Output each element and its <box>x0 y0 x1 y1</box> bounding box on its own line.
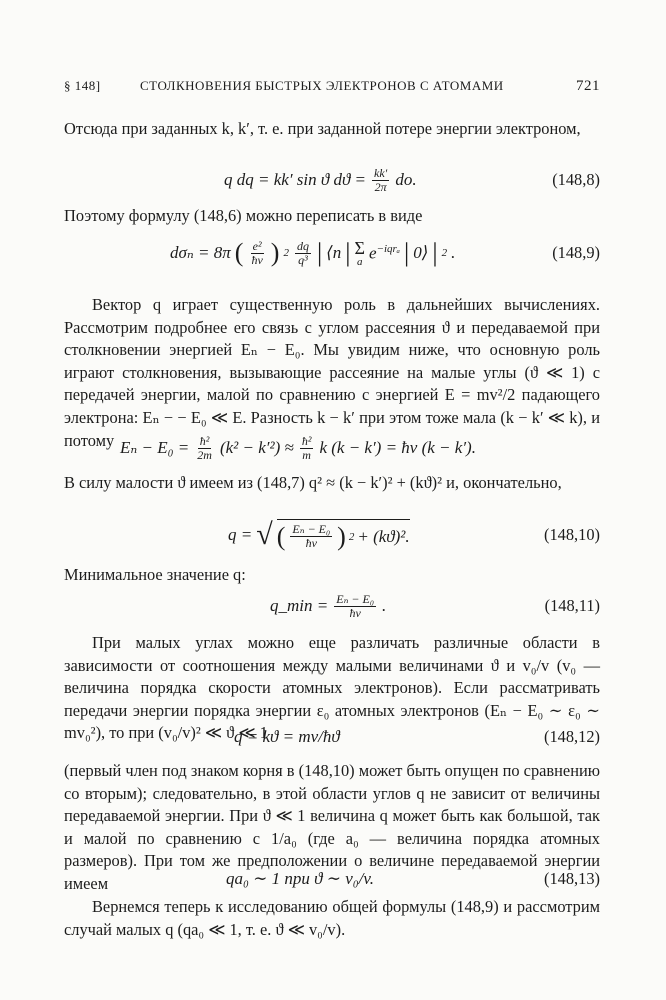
paragraph-text: Минимальное значение q: <box>64 565 246 584</box>
exp-power: −iqrₐ <box>376 242 401 255</box>
bra: ⟨n <box>326 243 342 262</box>
chapter-title: СТОЛКНОВЕНИЯ БЫСТРЫХ ЭЛЕКТРОНОВ С АТОМАМИ <box>140 78 504 93</box>
denominator: q³ <box>298 252 308 267</box>
numerator: kk′ <box>374 165 388 180</box>
section-ref: § 148] <box>64 78 101 93</box>
fraction <box>295 240 311 267</box>
numerator: Eₙ − E₀ <box>292 522 331 536</box>
equation-148-11 <box>64 588 600 624</box>
running-header <box>64 78 600 100</box>
sqrt-sign: √ <box>256 518 273 551</box>
radicand <box>277 519 410 552</box>
denominator: ħv <box>305 536 317 550</box>
fraction <box>195 435 214 462</box>
equation-number: (148,11) <box>544 596 600 615</box>
paragraph-text: Вектор q играет существенную роль в дальнейших вычислениях. Рассмотрим подробнее его связь с углом рассеяния ϑ и передаваемой при столкновении энергией Eₙ − E₀. Мы увидим ниже, что основную роль играют столкновения, вызывающие рассеяние на малые углы (ϑ ≪ 1) с передачей энергии, малой по сравнению с энергией E = mv²/2 падающего электрона: Eₙ − − E₀ ≪ E. Разность k − k′ при этом тоже мала (k − k′ ≪ k), и потому <box>64 295 600 450</box>
eq-lhs: q dq = kk′ sin ϑ dϑ = <box>224 170 367 189</box>
eq-tail: do. <box>395 170 417 189</box>
eq-mid: (k² − k′²) ≈ <box>219 438 294 457</box>
eq-tail: . <box>382 596 387 615</box>
paragraph-text: Вернемся теперь к исследованию общей формулы (148,9) и рассмотрим случай малых q (qa₀ ≪ 1, т. е. ϑ ≪ v₀/v). <box>64 897 600 939</box>
denominator: ħv <box>349 605 361 620</box>
equation-number: (148,8) <box>552 170 600 189</box>
paragraph <box>64 294 600 452</box>
sum-symbol: Σ a <box>354 237 365 268</box>
numerator: ħ² <box>301 433 312 448</box>
denominator: 2π <box>374 179 387 194</box>
paragraph <box>64 896 600 941</box>
eq-body: q = kϑ = mv/ħϑ <box>234 727 340 746</box>
bar: | <box>316 238 323 267</box>
denominator: m <box>302 447 311 462</box>
eq-lhs: q = <box>228 525 253 544</box>
fraction <box>372 167 389 194</box>
bar: | <box>345 238 351 267</box>
numerator: e² <box>252 238 262 253</box>
eq-body: qa₀ ∼ 1 при ϑ ∼ v₀/v. <box>226 869 374 888</box>
equation-148-10 <box>64 514 600 556</box>
equation-148-8 <box>64 162 600 198</box>
numerator: Eₙ − E₀ <box>336 591 375 606</box>
power: 2 <box>441 247 448 259</box>
denominator: ħv <box>251 252 263 267</box>
exp <box>369 243 400 264</box>
equation-number: (148,13) <box>544 869 600 888</box>
equation-148-13 <box>64 864 600 894</box>
fraction <box>290 523 332 550</box>
numerator: dq <box>296 238 309 253</box>
paragraph <box>64 472 600 495</box>
page-number: 721 <box>576 78 600 94</box>
eq-lhs: q_min = <box>270 596 329 615</box>
sum-index: a <box>357 255 363 268</box>
equation-148-12 <box>64 722 600 752</box>
equation-number: (148,12) <box>544 727 600 746</box>
eq-tail: + (kϑ)². <box>357 526 410 546</box>
equation-energy <box>64 430 600 466</box>
bar: | <box>404 238 410 267</box>
equation-number: (148,9) <box>552 243 600 262</box>
equation-148-9 <box>64 232 600 274</box>
paragraph-text: Поэтому формулу (148,6) можно переписать в виде <box>64 206 423 225</box>
paragraph-text: При малых углах можно еще различать различные области в зависимости от соотношения между малыми величинами ϑ и v₀/v (v₀ — величина порядка скорости атомных электронов). Если рассматривать передачи энергии порядка энергии ε₀ атомных электронов (Eₙ − E₀ ∼ ε₀ ∼ mv₀²), то при (v₀/v)² ≪ ϑ ≪ 1 <box>64 633 600 743</box>
ket: 0⟩ <box>413 243 429 262</box>
fraction <box>334 593 376 620</box>
bar: | <box>432 238 438 267</box>
paren: ( <box>276 521 286 551</box>
fraction <box>249 240 264 267</box>
fraction <box>300 435 314 462</box>
eq-lhs: dσₙ = 8π <box>170 243 231 262</box>
power: 2 <box>283 247 289 259</box>
paragraph <box>64 118 600 141</box>
power: 2 <box>348 530 355 543</box>
paren: ( <box>234 238 244 267</box>
eq-lhs: Eₙ − E₀ = <box>120 438 190 457</box>
dot: . <box>451 243 456 262</box>
paren: ) <box>270 238 280 267</box>
paren: ) <box>337 521 346 551</box>
paragraph-text: (первый член под знаком корня в (148,10) может быть опущен по сравнению со вторым); следовательно, в этой области углов q не зависит от величины передаваемой энергии. При ϑ ≪ 1 величина q может быть как большой, так и малой по сравнению с 1/a₀ (где a₀ — величина порядка атомных размеров). При том же предположении о величине передаваемой энергии имеем <box>64 761 600 893</box>
exp-base: e <box>369 243 377 263</box>
paragraph <box>64 205 600 228</box>
denominator: 2m <box>197 447 212 462</box>
paragraph-text: Отсюда при заданных k, k′, т. е. при заданной потере энергии электроном, <box>64 119 581 138</box>
paragraph <box>64 564 600 587</box>
numerator: ħ² <box>199 433 210 448</box>
equation-number: (148,10) <box>544 525 600 544</box>
paragraph-text: В силу малости ϑ имеем из (148,7) q² ≈ (k − k′)² + (kϑ)² и, окончательно, <box>64 473 562 492</box>
eq-tail: k (k − k′) = ħv (k − k′). <box>319 438 476 457</box>
